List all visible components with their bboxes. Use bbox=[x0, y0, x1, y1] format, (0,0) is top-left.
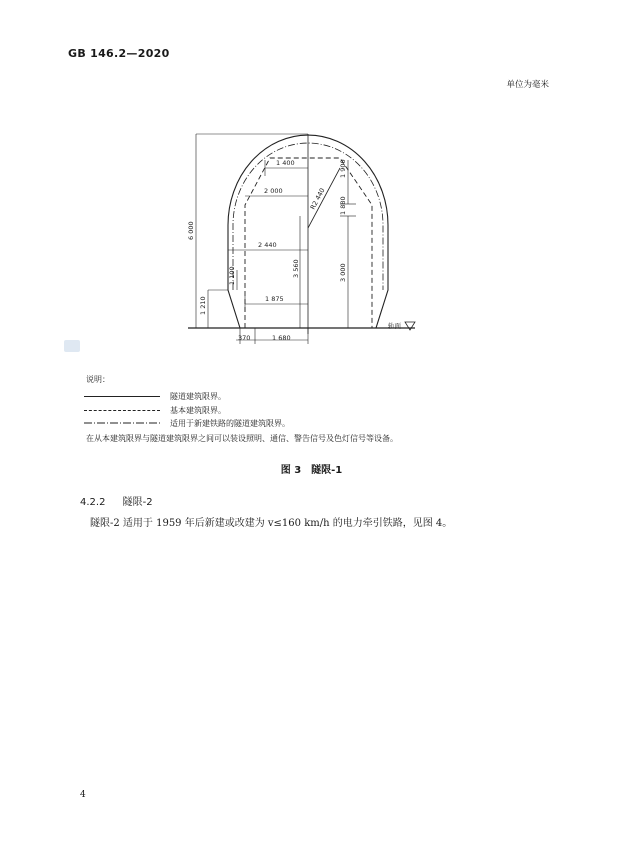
legend-dashed-text: 基本建筑限界。 bbox=[170, 406, 226, 415]
tunnel-clearance-drawing bbox=[0, 0, 623, 370]
dim-6000: 6 000 bbox=[187, 221, 195, 240]
legend-note: 在从本建筑限界与隧道建筑限界之间可以装设照明、通信、警告信号及色灯信号等设备。 bbox=[86, 434, 398, 443]
document-header-id: GB 146.2—2020 bbox=[68, 47, 170, 60]
page-number: 4 bbox=[80, 790, 86, 800]
legend-dashdot-text: 适用于新建铁路的隧道建筑限界。 bbox=[170, 419, 290, 428]
figure-caption: 图 3 隧限-1 bbox=[280, 465, 343, 476]
dim-1680: 1 680 bbox=[272, 334, 291, 342]
legend-dashdot-line bbox=[84, 420, 162, 426]
dim-1400: 1 400 bbox=[276, 159, 295, 167]
section-number: 4.2.2 bbox=[80, 497, 106, 508]
dim-370: 370 bbox=[238, 334, 251, 342]
dim-1875: 1 875 bbox=[265, 295, 284, 303]
unit-note: 单位为毫米 bbox=[506, 80, 549, 90]
legend-title: 说明： bbox=[86, 375, 110, 384]
legend-dashed-line bbox=[84, 410, 160, 411]
dim-r2440: R2 440 bbox=[308, 186, 327, 211]
body-paragraph: 隧限-2 适用于 1959 年后新建或改建为 v≤160 km/h 的电力牵引铁路，见图 4。 bbox=[90, 518, 453, 529]
dim-1210: 1 210 bbox=[199, 296, 207, 315]
rail-level-label: 轨面 bbox=[388, 322, 401, 330]
dim-1100: 1 100 bbox=[228, 266, 236, 285]
section-heading bbox=[80, 493, 153, 508]
dim-2000: 2 000 bbox=[264, 187, 283, 195]
dim-1900: 1 900 bbox=[339, 159, 347, 178]
dim-2440: 2 440 bbox=[258, 241, 277, 249]
legend-solid-text: 隧道建筑限界。 bbox=[170, 392, 226, 401]
section-title: 隧限-2 bbox=[122, 497, 153, 508]
dim-3000: 3 000 bbox=[339, 263, 347, 282]
watermark-stamp bbox=[64, 340, 80, 352]
dim-3560: 3 560 bbox=[292, 259, 300, 278]
dim-1880: 1 880 bbox=[339, 196, 347, 215]
legend-solid-line bbox=[84, 396, 160, 397]
